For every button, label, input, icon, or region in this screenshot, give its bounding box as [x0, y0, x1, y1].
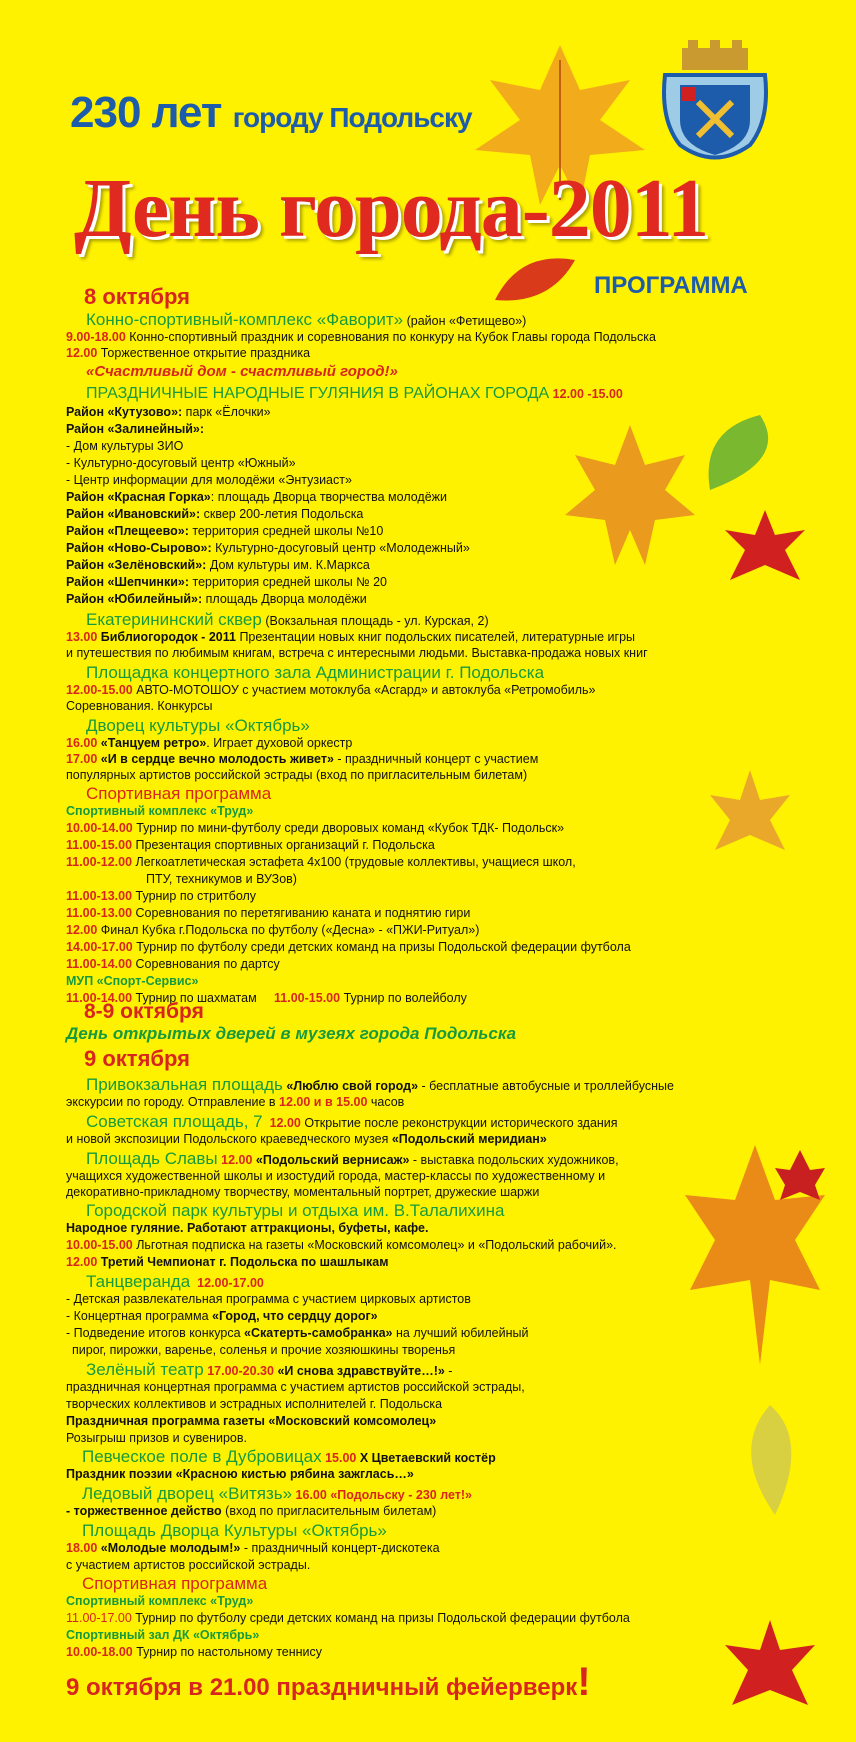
list-item: 11.00-12.00 Легкоатлетическая эстафета 4х100 (трудовые коллективы, учащиеся школ,: [66, 855, 576, 869]
event-time: 12.00: [221, 1153, 253, 1167]
event-time: 18.00: [66, 1541, 98, 1555]
event-text: Льготная подписка на газеты «Московский комсомолец» и «Подольский рабочий».: [136, 1238, 617, 1252]
list-item: 12.00 Финал Кубка г.Подольска по футболу («Десна» - «ПЖИ-Ритуал»): [66, 923, 480, 937]
event-text: учащихся художественной школы и изостудий города, мастер-классы по художественному и: [66, 1169, 606, 1183]
event-title: «Танцуем ретро»: [100, 736, 207, 750]
list-item: 11.00-13.00 Соревнования по перетягиванию каната и поднятию гири: [66, 906, 471, 920]
list-item: ПТУ, техникумов и ВУЗов): [146, 872, 297, 886]
event-text: часов: [367, 1095, 405, 1109]
venue-note: (Вокзальная площадь - ул. Курская, 2): [265, 614, 489, 628]
autumn-leaf-icon: [700, 410, 790, 500]
event-title: «И в сердце вечно молодость живет»: [100, 752, 334, 766]
event-time: 12.00-15.00: [66, 683, 133, 697]
event-text: Турнир по волейболу: [343, 991, 467, 1005]
event-text: - бесплатные автобусные и троллейбусные: [418, 1079, 674, 1093]
venue-subtitle: Спортивный комплекс «Труд»: [66, 1594, 254, 1608]
venue-title: Площадка концертного зала Администрации г. Подольска: [86, 663, 545, 682]
event-title: «Город, что сердцу дорог»: [212, 1309, 378, 1323]
autumn-leaf-icon: [490, 250, 580, 310]
event-time: 15.00: [325, 1451, 357, 1465]
autumn-leaf-icon: [680, 1140, 830, 1370]
venue-title: Ледовый дворец «Витязь»: [82, 1484, 293, 1503]
list-item: Район «Шепчинки»: территория средней школы № 20: [66, 575, 387, 589]
event-title: Третий Чемпионат г. Подольска по шашлыкам: [100, 1255, 389, 1269]
event-text: (вход по пригласительным билетам): [221, 1504, 437, 1518]
event-time: 12.00 -15.00: [552, 387, 623, 401]
list-item: 11.00-15.00 Презентация спортивных организаций г. Подольска: [66, 838, 435, 852]
event-title: «Подольский вернисаж»: [255, 1153, 410, 1167]
event-title: «Люблю свой город»: [286, 1079, 419, 1093]
event-time: 12.00: [269, 1116, 301, 1130]
event-title: Праздничная программа газеты «Московский комсомолец»: [66, 1414, 437, 1428]
event-text: Соревнования. Конкурсы: [66, 699, 213, 713]
event-time: 10.00-18.00: [66, 1645, 133, 1659]
autumn-leaf-icon: [705, 765, 795, 865]
event-text: декоративно-прикладному творчеству, моментальный портрет, дружеские шаржи: [66, 1185, 540, 1199]
event-title: «Скатерть-самобранка»: [244, 1326, 393, 1340]
list-item: Район «Юбилейный»: площадь Дворца молодёжи: [66, 592, 367, 606]
event-title: «Подольску - 230 лет!»: [330, 1488, 472, 1502]
event-title: Библиогородок - 2011: [100, 630, 236, 644]
event-text: с участием артистов российской эстрады.: [66, 1558, 311, 1572]
event-time: 13.00: [66, 630, 98, 644]
venue-title: Советская площадь, 7: [86, 1112, 263, 1131]
event-title: Праздник поэзии «Красною кистью рябина зажглась…»: [66, 1467, 414, 1481]
anniversary-text: городу Подольску: [232, 102, 472, 133]
event-title: Х Цветаевский костёр: [359, 1451, 496, 1465]
event-text: Розыгрыш призов и сувениров.: [66, 1431, 247, 1445]
event-text: - Концертная программа: [66, 1309, 212, 1323]
event-text: Презентации новых книг подольских писателей, литературные игры: [239, 630, 636, 644]
event-time: 16.00: [66, 736, 98, 750]
event-text: и новой экспозиции Подольского краеведческого музея: [66, 1132, 392, 1146]
venue-title: Площадь Дворца Культуры «Октябрь»: [82, 1521, 387, 1540]
event-text: на лучший юбилейный: [392, 1326, 529, 1340]
venue-title: Танцверанда: [86, 1272, 191, 1291]
section-heading: Спортивная программа: [86, 784, 272, 803]
event-text: - Детская развлекательная программа с участием цирковых артистов: [66, 1292, 471, 1306]
event-text: и путешествия по любимым книгам, встреча с интересными людьми. Выставка-продажа новых книг: [66, 646, 648, 660]
list-item: 11.00-14.00 Соревнования по дартсу: [66, 957, 280, 971]
list-item: Район «Залинейный»:: [66, 422, 205, 436]
date-heading: 8 октября: [84, 284, 190, 309]
date-heading: 8-9 октября: [84, 1000, 204, 1023]
list-item: - Центр информации для молодёжи «Энтузиаст»: [66, 473, 352, 487]
event-time: 11.00-14.00: [66, 991, 133, 1005]
event-time: 17.00-20.30: [207, 1364, 274, 1378]
list-item: 14.00-17.00 Турнир по футболу среди детских команд на призы Подольской федерации футбола: [66, 940, 631, 954]
event-text: Турнир по шахматам: [135, 991, 257, 1005]
venue-title: Площадь Славы: [86, 1149, 218, 1168]
list-item: Район «Ивановский»: сквер 200-летия Подольска: [66, 507, 364, 521]
venue-subtitle: Спортивный комплекс «Труд»: [66, 804, 254, 818]
event-time: 16.00: [295, 1488, 327, 1502]
event-title: «Молодые молодым!»: [100, 1541, 241, 1555]
page-title: День города-2011: [74, 162, 709, 255]
podolsk-coat-of-arms-icon: [660, 40, 770, 170]
list-item: Район «Плещеево»: территория средней школы №10: [66, 524, 384, 538]
event-text: -: [444, 1364, 453, 1378]
event-title: - торжественное действо: [66, 1504, 222, 1518]
list-item: 11.00-13.00 Турнир по стритболу: [66, 889, 257, 903]
fireworks-exclamation: !: [577, 1660, 591, 1704]
venue-title: Дворец культуры «Октябрь»: [86, 716, 310, 735]
event-text: - выставка подольских художников,: [409, 1153, 619, 1167]
autumn-leaf-icon: [720, 1615, 820, 1715]
event-time: 11.00-15.00: [274, 991, 341, 1005]
event-text: - праздничный концерт с участием: [333, 752, 539, 766]
venue-title: Певческое поле в Дубровицах: [82, 1447, 322, 1466]
list-item: Район «Кутузово»: парк «Ёлочки»: [66, 405, 271, 419]
anniversary-number: 230 лет: [70, 88, 222, 137]
event-text: - Подведение итогов конкурса: [66, 1326, 245, 1340]
event-text: Конно-спортивный праздник и соревнования по конкуру на Кубок Главы города Подольска: [129, 330, 656, 344]
list-item: - Дом культуры ЗИО: [66, 439, 184, 453]
event-text: творческих коллективов и эстрадных исполнителей г. Подольска: [66, 1397, 443, 1411]
section-heading: День открытых дверей в музеях города Подольска: [66, 1024, 517, 1043]
event-time: 12.00: [66, 346, 98, 360]
autumn-leaf-icon: [730, 1400, 810, 1520]
venue-title: Привокзальная площадь: [86, 1075, 283, 1094]
venue-subtitle: МУП «Спорт-Сервис»: [66, 974, 199, 988]
event-text: Открытие после реконструкции исторического здания: [304, 1116, 618, 1130]
venue-title: Городской парк культуры и отдыха им. В.Талалихина: [86, 1201, 505, 1220]
event-title: «Подольский меридиан»: [391, 1132, 547, 1146]
event-time: 12.00 и в 15.00: [279, 1095, 368, 1109]
list-item: Район «Ново-Сырово»: Культурно-досуговый центр «Молодежный»: [66, 541, 470, 555]
event-title: Народное гуляние. Работают аттракционы, буфеты, кафе.: [66, 1221, 429, 1235]
event-text: . Играет духовой оркестр: [206, 736, 353, 750]
autumn-leaf-icon: [720, 505, 810, 585]
program-label: ПРОГРАММА: [594, 272, 748, 299]
fireworks-text: 9 октября в 21.00 праздничный фейерверк: [66, 1674, 578, 1701]
list-item: - Культурно-досуговый центр «Южный»: [66, 456, 296, 470]
event-text: экскурсии по городу. Отправление в: [66, 1095, 280, 1109]
autumn-leaf-icon: [560, 420, 700, 570]
event-time: 10.00-15.00: [66, 1238, 133, 1252]
event-text: - праздничный концерт-дискотека: [240, 1541, 440, 1555]
slogan: «Счастливый дом - счастливый город!»: [86, 363, 398, 380]
venue-title: Конно-спортивный-комплекс «Фаворит»: [86, 310, 404, 329]
event-title: «И снова здравствуйте…!»: [277, 1364, 445, 1378]
event-text: популярных артистов российской эстрады (вход по пригласительным билетам): [66, 768, 528, 782]
event-text: АВТО-МОТОШОУ с участием мотоклуба «Асгард» и автоклуба «Ретромобиль»: [136, 683, 596, 697]
event-text: пирог, пирожки, варенье, соленья и прочие хозяюшкины творенья: [72, 1343, 456, 1357]
event-time: 12.00-17.00: [197, 1276, 264, 1290]
venue-title: Екатерининский сквер: [86, 610, 262, 629]
venue-subtitle: Спортивный зал ДК «Октябрь»: [66, 1628, 260, 1642]
event-time: 12.00: [66, 1255, 98, 1269]
event-text: праздничная концертная программа с участием артистов российской эстрады,: [66, 1380, 525, 1394]
event-time: 9.00-18.00: [66, 330, 126, 344]
list-item: 10.00-14.00 Турнир по мини-футболу среди дворовых команд «Кубок ТДК- Подольск»: [66, 821, 565, 835]
venue-note: (район «Фетищево»): [406, 314, 527, 328]
event-time: 11.00-17.00: [66, 1611, 132, 1625]
event-time: 17.00: [66, 752, 98, 766]
section-heading: Спортивная программа: [82, 1574, 268, 1593]
event-text: Торжественное открытие праздника: [100, 346, 311, 360]
event-text: Турнир по настольному теннису: [136, 1645, 323, 1659]
section-heading: ПРАЗДНИЧНЫЕ НАРОДНЫЕ ГУЛЯНИЯ В РАЙОНАХ ГОРОДА: [86, 385, 550, 402]
list-item: Район «Зелёновский»: Дом культуры им. К.Маркса: [66, 558, 370, 572]
fireworks-announcement: [66, 1660, 591, 1705]
event-text: Турнир по футболу среди детских команд на призы Подольской федерации футбола: [135, 1611, 630, 1625]
list-item: Район «Красная Горка»: площадь Дворца творчества молодёжи: [66, 490, 448, 504]
anniversary-heading: [70, 88, 472, 138]
venue-title: Зелёный театр: [86, 1360, 204, 1379]
date-heading: 9 октября: [84, 1046, 190, 1071]
